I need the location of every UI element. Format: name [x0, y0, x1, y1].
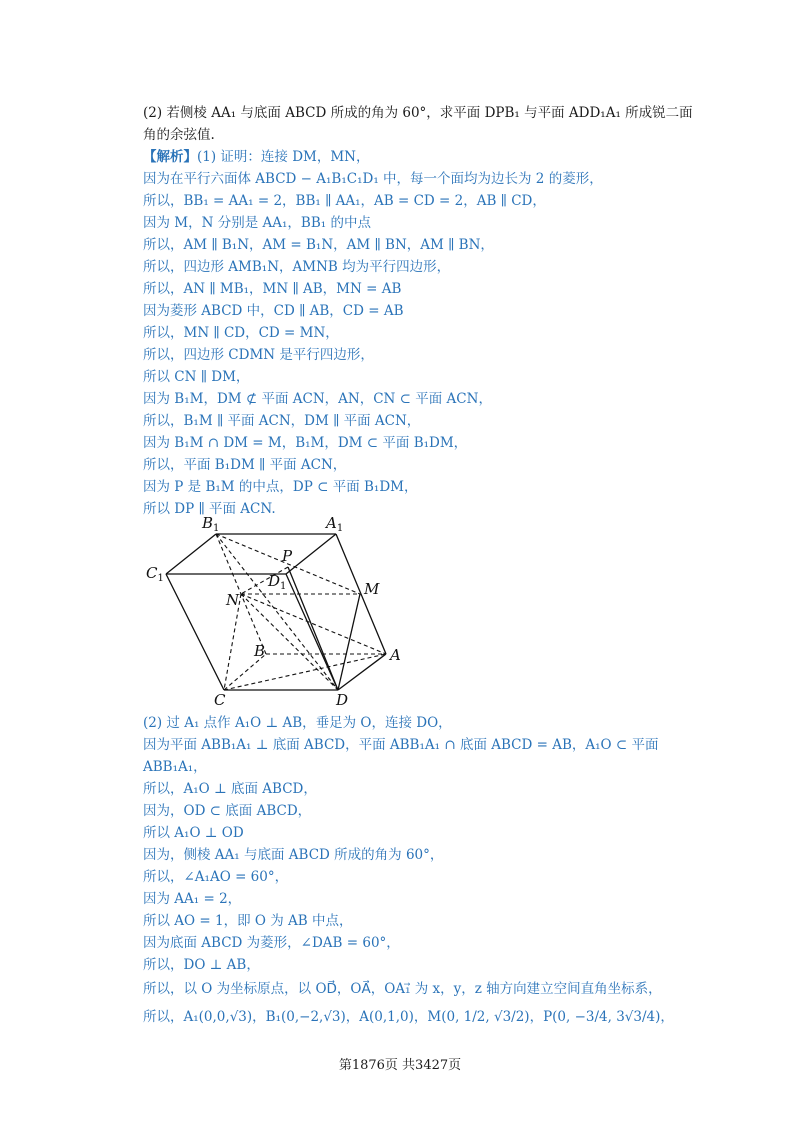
solution-line: 因为菱形 ABCD 中，CD ∥ AB，CD = AB	[143, 303, 404, 319]
label-c1: $C_1$	[146, 564, 164, 584]
part2-line: 所以 AO = 1，即 O 为 AB 中点，	[143, 913, 353, 929]
part2-line: 所以 A₁O ⊥ OD	[143, 825, 244, 841]
label-a: A	[390, 646, 401, 664]
solution-line: 所以 DP ∥ 平面 ACN.	[143, 501, 276, 517]
solution-first-line	[143, 148, 370, 166]
part2-line: 所以，以 O 为坐标原点，以 OD⃗，OA⃗，OA₁⃗ 为 x，y，z 轴方向建立空间直角坐标系，	[143, 981, 662, 997]
label-n: N	[226, 591, 240, 609]
solution-line: 因为 P 是 B₁M 的中点，DP ⊂ 平面 B₁DM，	[143, 479, 418, 495]
solution-line: 所以，AM ∥ B₁N，AM = B₁N，AM ∥ BN，AM ∥ BN，	[143, 237, 494, 253]
solution-line: 所以，BB₁ = AA₁ = 2，BB₁ ∥ AA₁，AB = CD = 2，AB ∥ CD，	[143, 193, 546, 209]
solution-line: 所以，B₁M ∥ 平面 ACN，DM ∥ 平面 ACN，	[143, 413, 421, 429]
question-line-1: (2) 若侧棱 AA₁ 与底面 ABCD 所成的角为 60°，求平面 DPB₁ 与平面 ADD₁A₁ 所成锐二面	[143, 105, 693, 121]
label-b1: $B_1$	[202, 514, 220, 534]
solution-first-text: (1) 证明：连接 DM，MN，	[197, 149, 370, 165]
segment-b1-d	[216, 534, 338, 690]
part2-line: 因为，侧棱 AA₁ 与底面 ABCD 所成的角为 60°，	[143, 847, 444, 863]
part2-line: 所以，A₁O ⊥ 底面 ABCD，	[143, 781, 317, 797]
label-a1: $A_1$	[326, 514, 344, 534]
part2-line: 所以，∠A₁AO = 60°，	[143, 869, 289, 885]
edge-d1-a1	[286, 534, 336, 574]
part2-line: 所以，A₁(0,0,√3)，B₁(0,−2,√3)，A(0,1,0)，M(0, 1/2, √3/2)，P(0, −3/4, 3√3/4)，	[143, 1009, 674, 1025]
label-d: D	[336, 691, 349, 708]
solution-line: 所以 CN ∥ DM，	[143, 369, 250, 385]
solution-line: 所以，四边形 AMB₁N，AMNB 均为平行四边形，	[143, 259, 451, 275]
edge-d1-d	[286, 574, 338, 690]
solution-line: 所以，MN ∥ CD，CD = MN，	[143, 325, 339, 341]
label-b: B	[254, 642, 266, 660]
label-d1: $D_1$	[268, 572, 287, 592]
part2-line: ABB₁A₁，	[143, 759, 207, 775]
solution-line: 因为在平行六面体 ABCD − A₁B₁C₁D₁ 中，每一个面均为边长为 2 的菱形，	[143, 171, 603, 187]
solution-line: 因为 B₁M ∩ DM = M，B₁M，DM ⊂ 平面 B₁DM，	[143, 435, 468, 451]
page-footer: 第1876页 共3427页	[338, 1058, 462, 1073]
label-p: P	[282, 547, 293, 565]
part2-line: 因为，OD ⊂ 底面 ABCD，	[143, 803, 312, 819]
edge-c1-b1	[166, 534, 216, 574]
part2-line: 所以，DO ⊥ AB，	[143, 957, 260, 973]
solution-line: 所以，平面 B₁DM ∥ 平面 ACN，	[143, 457, 347, 473]
label-c: C	[214, 691, 226, 708]
solution-line: 因为 M，N 分别是 AA₁，BB₁ 的中点	[143, 215, 371, 231]
solution-tag: 【解析】	[143, 149, 197, 165]
solution-line: 因为 B₁M，DM ⊄ 平面 ACN，AN，CN ⊂ 平面 ACN，	[143, 391, 492, 407]
parallelepiped-figure	[140, 512, 420, 708]
part2-line: 因为平面 ABB₁A₁ ⊥ 底面 ABCD，平面 ABB₁A₁ ∩ 底面 ABCD = AB，A₁O ⊂ 平面	[143, 737, 659, 753]
part2-line: 因为底面 ABCD 为菱形，∠DAB = 60°，	[143, 935, 400, 951]
solution-line: 所以，四边形 CDMN 是平行四边形，	[143, 347, 374, 363]
question-line-2: 角的余弦值.	[143, 127, 215, 143]
edge-c1-c	[166, 574, 224, 690]
segment-p-d	[288, 567, 338, 690]
solution-line: 所以，AN ∥ MB₁，MN ∥ AB，MN = AB	[143, 281, 402, 297]
part2-line: (2) 过 A₁ 点作 A₁O ⊥ AB，垂足为 O，连接 DO，	[143, 715, 452, 731]
label-m: M	[364, 580, 380, 598]
part2-line: 因为 AA₁ = 2，	[143, 891, 242, 907]
